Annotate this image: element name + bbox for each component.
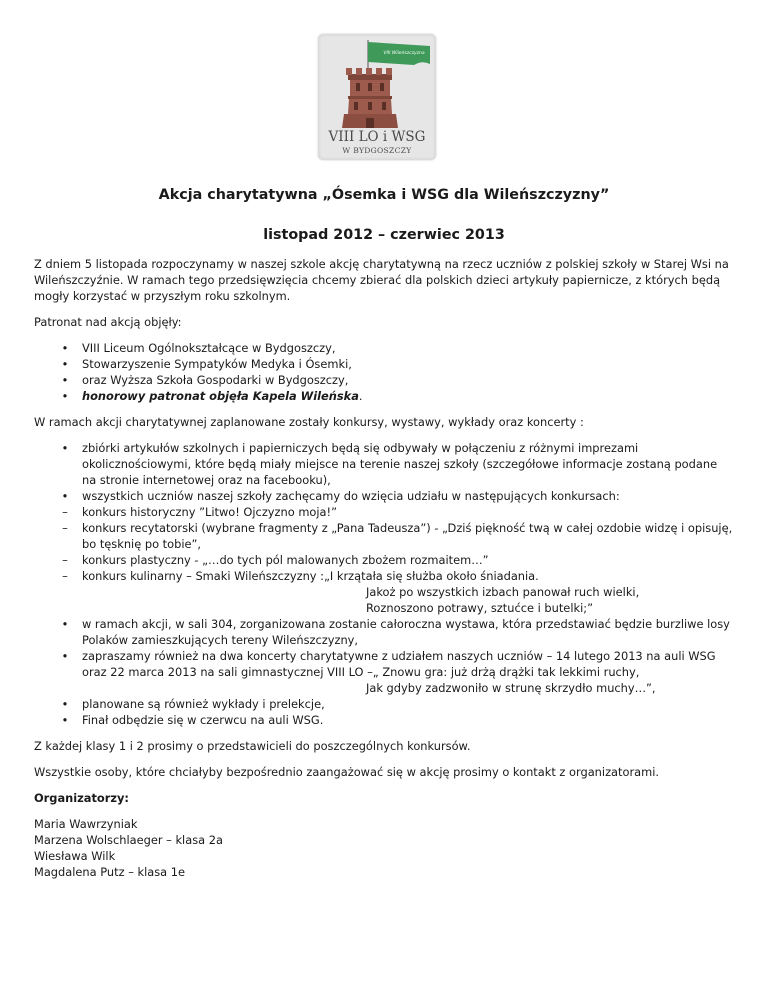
classes-note: Z każdej klasy 1 i 2 prosimy o przedstawicieli do poszczególnych konkursów. <box>34 739 471 753</box>
organizer-name: Marzena Wolschlaeger – klasa 2a <box>34 833 223 847</box>
list-item: • planowane są również wykłady i prelekcje, <box>34 696 734 712</box>
list-item: • wszystkich uczniów naszej szkoły zachęcamy do wzięcia udziału w następujących konkursach: <box>34 488 734 504</box>
patrons-list <box>34 340 734 404</box>
contact-note: Wszystkie osoby, które chciałyby bezpośrednio zaangażować się w akcję prosimy o kontakt z organizatorami. <box>34 765 660 779</box>
list-item <box>34 568 734 616</box>
organizer-name: Wiesława Wilk <box>34 849 116 863</box>
logo-subtitle: W BYDGOSZCZY <box>342 146 412 155</box>
list-item: – konkurs historyczny ”Litwo! Ojczyzno moja!” <box>34 504 734 520</box>
organizers-heading: Organizatorzy: <box>34 791 129 805</box>
cooking-line-3: Roznoszono potrawy, sztućce i butelki;” <box>366 601 593 615</box>
logo-flag-text: VIII Wileńszczyzna <box>383 51 425 56</box>
document-body <box>34 256 734 880</box>
cooking-line-2: Jakoż po wszystkich izbach panował ruch wielki, <box>366 585 640 599</box>
honorary-patron-text: honorowy patronat objęła Kapela Wileńska <box>82 389 359 403</box>
list-item: • oraz Wyższa Szkoła Gospodarki w Bydgoszczy, <box>34 372 734 388</box>
list-item <box>34 648 734 696</box>
page-subtitle: listopad 2012 – czerwiec 2013 <box>263 227 505 243</box>
organizer-name: Maria Wawrzyniak <box>34 817 138 831</box>
plan-heading: W ramach akcji charytatywnej zaplanowane zostały konkursy, wystawy, wykłady oraz koncerty : <box>34 415 584 429</box>
intro-paragraph: Z dniem 5 listopada rozpoczynamy w naszej szkole akcję charytatywną na rzecz uczniów z polskiej szkoły w Starej Wsi na Wileńszczyźnie. W ramach tego przedsięwzięcia chcemy zbierać dla polskich dzieci artykuły papiernicze, z których będą mogły korzystać w przyszłym roku szkolnym. <box>34 257 729 303</box>
concerts-line-2: Jak gdyby zadzwoniło w strunę skrzydło muchy…”, <box>366 681 656 695</box>
list-item: • Finał odbędzie się w czerwcu na auli WSG. <box>34 712 734 728</box>
list-item: • w ramach akcji, w sali 304, zorganizowana zostanie całoroczna wystawa, która przedstawiać będzie burzliwe losy Polaków zamieszkujących tereny Wileńszczyzny, <box>34 616 734 648</box>
list-item: • honorowy patronat objęła Kapela Wileńska. <box>34 388 734 404</box>
organizer-name: Magdalena Putz – klasa 1e <box>34 865 186 879</box>
patronage-heading: Patronat nad akcją objęły: <box>34 315 182 329</box>
list-item: – konkurs plastyczny - „…do tych pól malowanych zbożem rozmaitem…” <box>34 552 734 568</box>
list-item: • VIII Liceum Ogólnokształcące w Bydgoszczy, <box>34 340 734 356</box>
list-item: • Stowarzyszenie Sympatyków Medyka i Ósemki, <box>34 356 734 372</box>
page-title: Akcja charytatywna „Ósemka i WSG dla Wileńszczyzny” <box>158 187 610 203</box>
list-item: – konkurs recytatorski (wybrane fragmenty z „Pana Tadeusza”) - „Dziś piękność twą w całej ozdobie widzę i opisuję, bo tęsknię po tobie”, <box>34 520 734 552</box>
cooking-line-1: – konkurs kulinarny – Smaki Wileńszczyzny :„I krzątała się służba około śniadania. <box>82 569 539 583</box>
concerts-text: • zapraszamy również na dwa koncerty charytatywne z udziałem naszych uczniów – 14 lutego 2013 na auli WSG oraz 22 marca 2013 na sali gimnastycznej VIII LO –„ Znowu gra: już drżą drążki tak lekkimi ruchy, <box>82 649 716 679</box>
logo-title: VIII LO i WSG <box>328 129 426 145</box>
list-item: • zbiórki artykułów szkolnych i papierniczych będą się odbywały w połączeniu z różnymi imprezami okolicznościowymi, które będą miały miejsce na terenie naszej szkoły (szczegółowe informacje zostaną podane na stronie internetowej oraz na facebooku), <box>34 440 734 488</box>
plan-list <box>34 440 734 728</box>
organizers-list <box>34 816 734 880</box>
